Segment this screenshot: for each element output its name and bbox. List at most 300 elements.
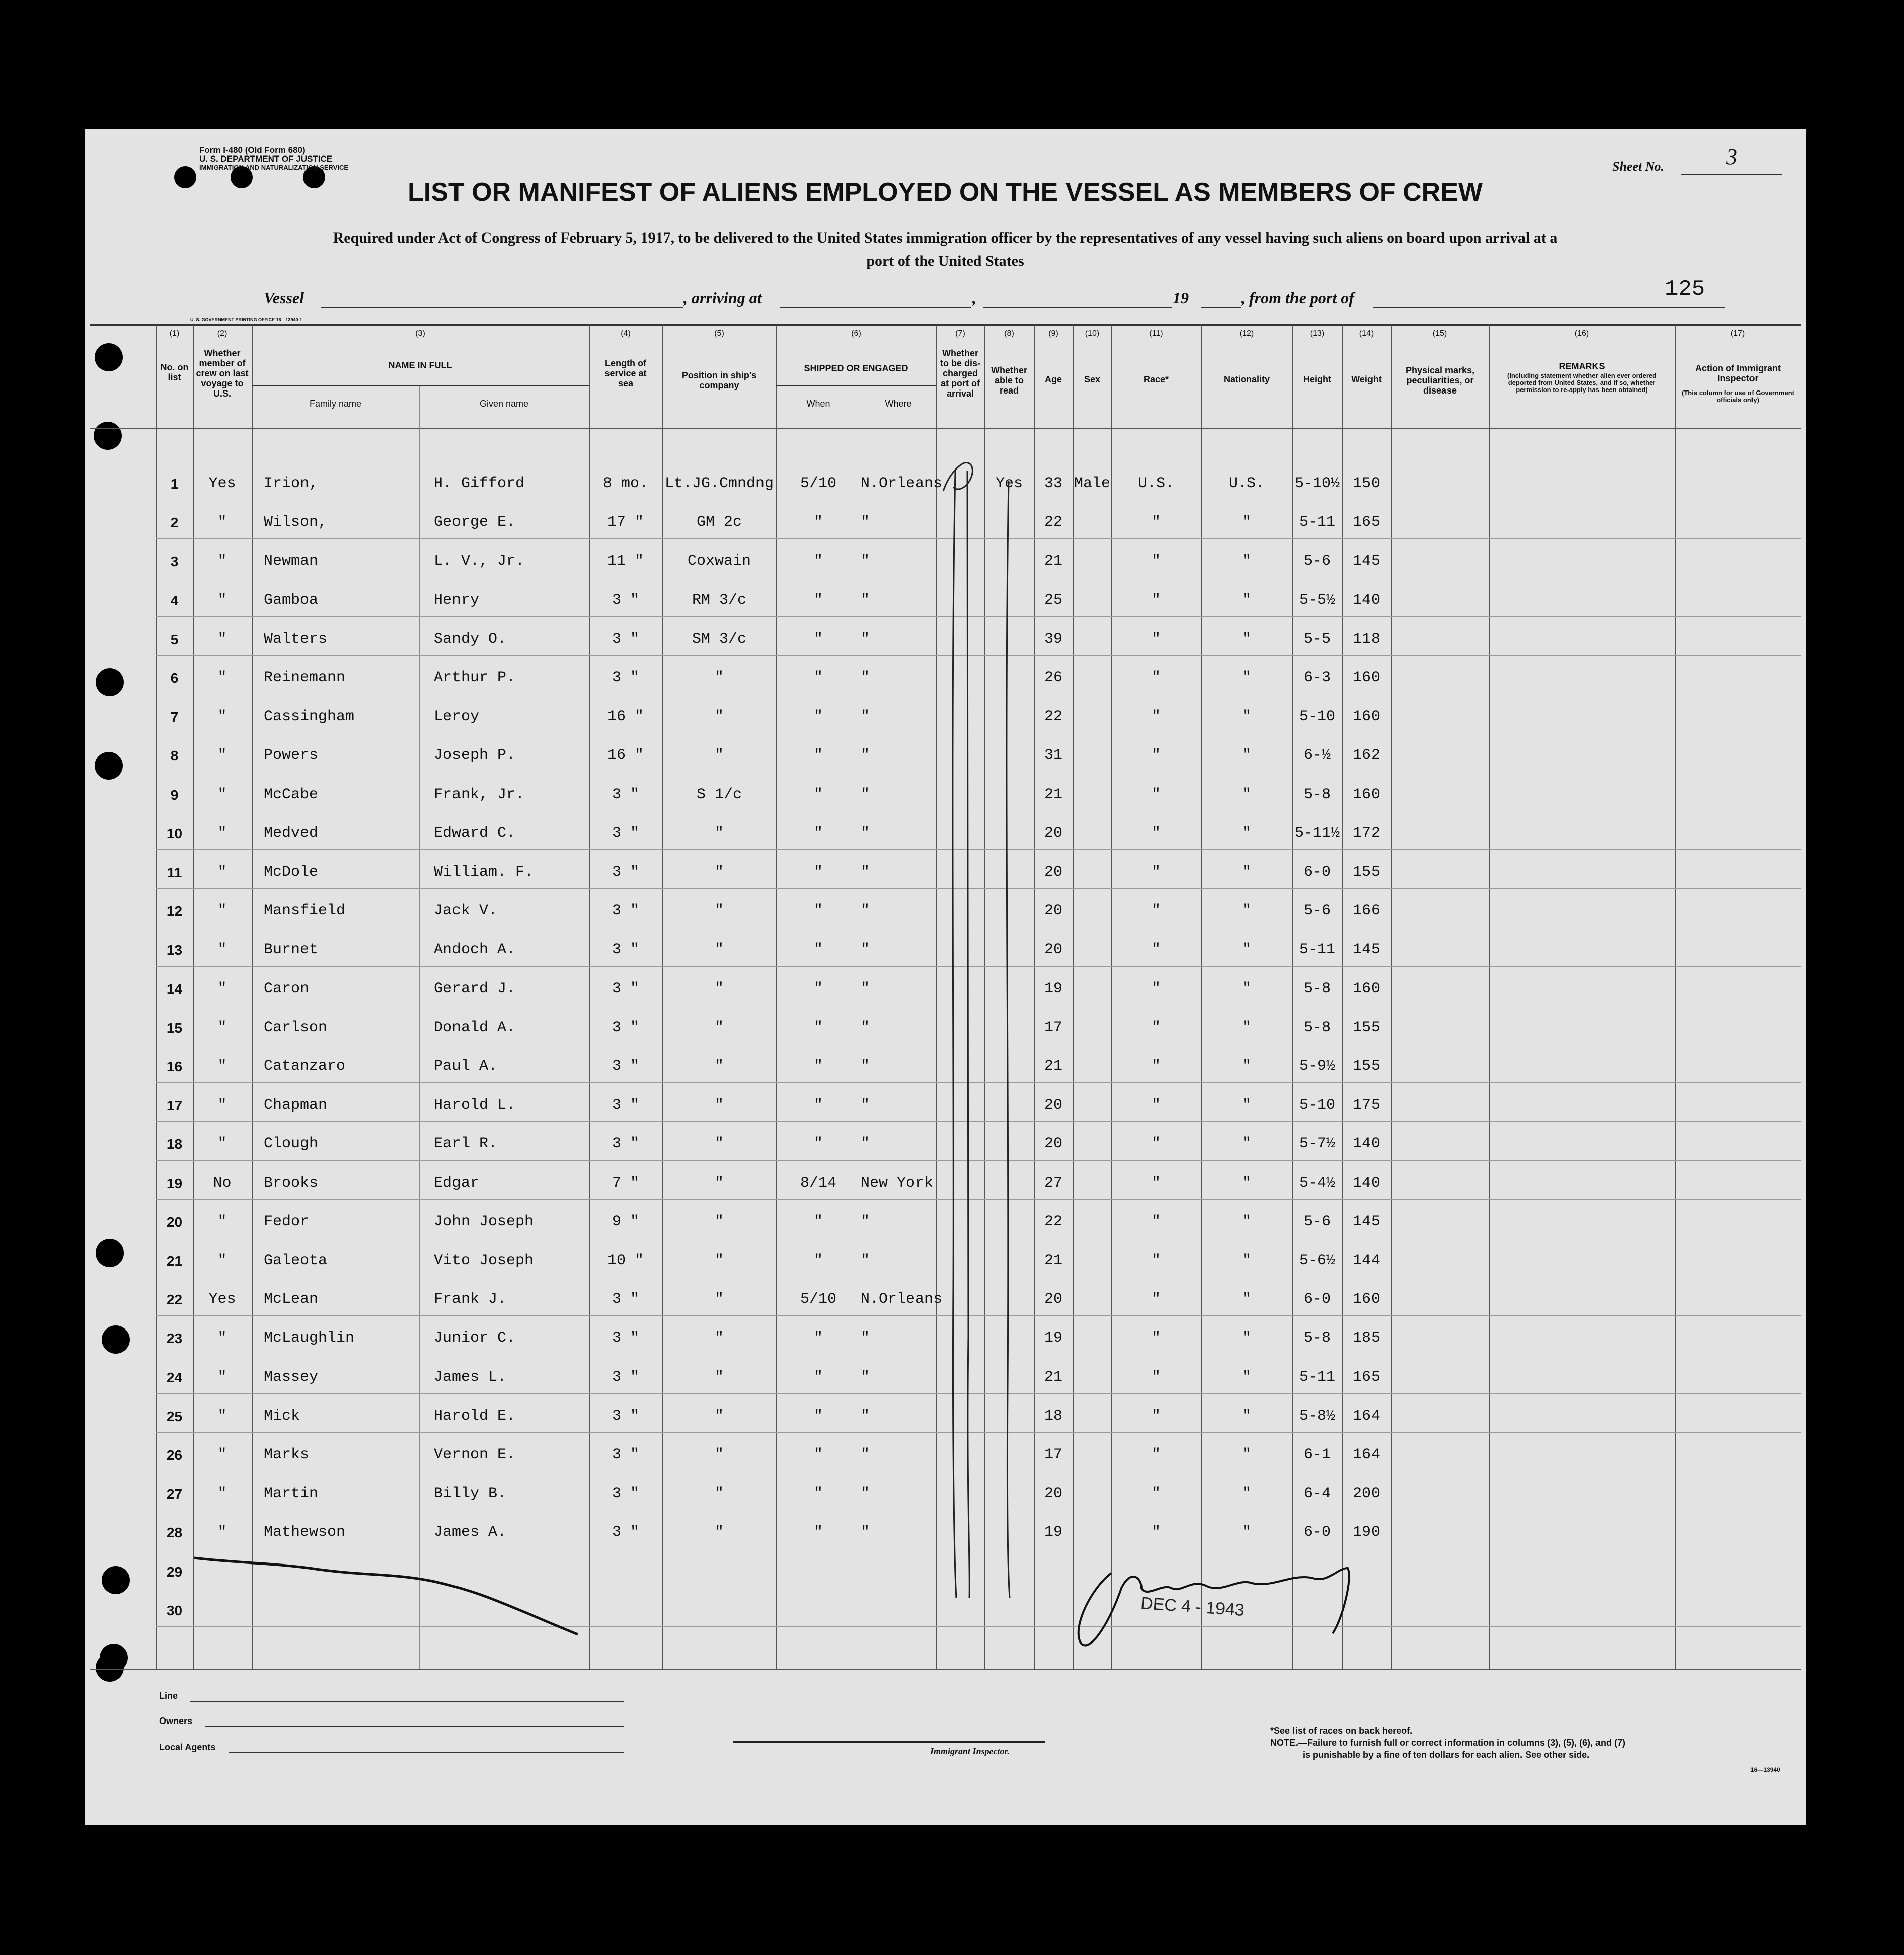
cell-sex: Male <box>1074 475 1110 492</box>
cell-given-name: Harold L. <box>434 1097 516 1114</box>
footer-agents-field <box>229 1752 624 1753</box>
cell-where: " <box>861 1446 870 1463</box>
cell-height: 5-11 <box>1299 1368 1335 1386</box>
cell-given-name: Frank, Jr. <box>434 786 525 803</box>
cell-where: " <box>861 1213 870 1230</box>
cell-weight: 145 <box>1352 941 1380 959</box>
col-head-4: Length of service at sea <box>604 358 647 388</box>
cell-height: 5-10 <box>1299 708 1335 726</box>
cell-last-voyage: " <box>217 902 227 920</box>
cell-nationality: " <box>1242 1524 1251 1541</box>
cell-weight: 185 <box>1352 1330 1380 1347</box>
cell-weight: 164 <box>1352 1446 1380 1463</box>
cell-when: " <box>813 514 823 531</box>
cell-race: " <box>1151 514 1161 531</box>
cell-height: 5-5½ <box>1299 591 1335 609</box>
cell-when: " <box>813 1019 823 1036</box>
cell-race: " <box>1151 1019 1161 1036</box>
cell-height: 5-11½ <box>1294 824 1340 842</box>
cell-service: 3 " <box>612 1097 639 1114</box>
footer-line-field <box>190 1701 624 1702</box>
cell-service: 3 " <box>612 941 639 959</box>
cell-given-name: Arthur P. <box>434 669 516 686</box>
row-number: 20 <box>166 1214 183 1230</box>
cell-position: " <box>714 1485 724 1503</box>
cell-where: " <box>861 1330 870 1347</box>
cell-last-voyage: " <box>217 786 227 803</box>
cell-where: " <box>861 669 870 686</box>
col-num-4: (4) <box>621 329 631 338</box>
cell-nationality: " <box>1242 708 1251 726</box>
cell-age: 21 <box>1044 786 1062 803</box>
row-number: 18 <box>166 1136 183 1152</box>
cell-when: " <box>813 1097 823 1114</box>
cell-when: " <box>813 902 823 920</box>
page-number: 125 <box>1665 277 1705 302</box>
cell-position: " <box>714 669 724 686</box>
row-number: 25 <box>166 1408 183 1424</box>
cell-race: " <box>1151 980 1161 997</box>
cell-when: " <box>813 1407 823 1425</box>
cell-age: 21 <box>1044 1058 1062 1075</box>
cell-race: " <box>1151 1058 1161 1075</box>
cell-race: " <box>1151 669 1161 686</box>
vertical-ditto-stroke <box>1007 481 1010 1598</box>
cell-position: " <box>714 1291 724 1308</box>
cell-race: " <box>1151 1524 1161 1541</box>
cell-family-name: Clough <box>264 1135 319 1153</box>
cell-when: " <box>813 669 823 686</box>
vessel-label: Vessel <box>264 289 304 307</box>
row-number: 19 <box>166 1175 183 1191</box>
cell-last-voyage: " <box>217 708 227 726</box>
cell-given-name: Vito Joseph <box>434 1252 534 1269</box>
cell-family-name: Reinemann <box>264 669 346 686</box>
cell-race: U.S. <box>1137 475 1174 492</box>
cell-height: 5-8 <box>1303 786 1331 803</box>
cell-age: 33 <box>1044 475 1062 492</box>
cell-family-name: Cassingham <box>264 708 355 726</box>
cell-service: 3 " <box>612 1135 639 1153</box>
cell-where: " <box>861 1252 870 1269</box>
cell-nationality: " <box>1242 630 1251 648</box>
col-head-10: Sex <box>1084 374 1101 384</box>
cell-given-name: Henry <box>434 591 480 609</box>
cell-last-voyage: " <box>217 1330 227 1347</box>
cell-last-voyage: " <box>217 1135 227 1153</box>
cell-weight: 140 <box>1352 1135 1380 1153</box>
cell-where: " <box>861 1019 870 1036</box>
cell-nationality: " <box>1242 1058 1251 1075</box>
cell-last-voyage: " <box>217 1485 227 1503</box>
cell-position: " <box>714 1368 724 1386</box>
cell-service: 3 " <box>612 1330 639 1347</box>
cell-family-name: McDole <box>264 864 319 881</box>
cell-when: 5/10 <box>800 475 836 492</box>
cell-given-name: Andoch A. <box>434 941 516 959</box>
cell-last-voyage: " <box>217 630 227 648</box>
cell-height: 5-10½ <box>1294 475 1340 492</box>
cell-nationality: " <box>1242 1485 1251 1503</box>
row-number: 27 <box>166 1486 183 1502</box>
cell-position: " <box>714 1524 724 1541</box>
year-label: 19 <box>1173 289 1189 307</box>
cell-family-name: Gamboa <box>264 591 319 609</box>
cell-height: 5-6 <box>1303 1213 1331 1230</box>
cell-nationality: " <box>1242 786 1251 803</box>
cell-height: 5-6½ <box>1299 1252 1335 1269</box>
col-head-12: Nationality <box>1223 374 1270 384</box>
cell-when: " <box>813 747 823 764</box>
cell-where: " <box>861 864 870 881</box>
cell-where: " <box>861 514 870 531</box>
cell-height: 6-½ <box>1303 747 1331 764</box>
row-number: 24 <box>166 1369 183 1385</box>
cell-when: " <box>813 786 823 803</box>
cell-family-name: Walters <box>264 630 328 648</box>
row-number: 26 <box>166 1447 183 1463</box>
col-head-7: Whether to be dis-charged at port of arrival <box>940 348 980 399</box>
department-name: U. S. DEPARTMENT OF JUSTICE <box>199 154 333 164</box>
cell-service: 3 " <box>612 1446 639 1463</box>
cell-given-name: Harold E. <box>434 1407 516 1425</box>
cell-family-name: Catanzaro <box>264 1058 346 1075</box>
cell-where: " <box>861 980 870 997</box>
races-note: *See list of races on back hereof. <box>1270 1726 1413 1736</box>
handwritten-marks <box>85 129 1806 1825</box>
cell-family-name: Galeota <box>264 1252 328 1269</box>
cell-family-name: Powers <box>264 747 319 764</box>
cell-last-voyage: " <box>217 669 227 686</box>
cell-race: " <box>1151 902 1161 920</box>
cell-service: 7 " <box>612 1174 639 1192</box>
cell-last-voyage: " <box>217 1019 227 1036</box>
cell-age: 27 <box>1044 1174 1062 1192</box>
cell-age: 20 <box>1044 1097 1062 1114</box>
cancel-stroke <box>194 1558 578 1634</box>
cell-last-voyage: Yes <box>208 1291 236 1308</box>
cell-family-name: Chapman <box>264 1097 328 1114</box>
page-subtitle-2: port of the United States <box>866 253 1024 269</box>
col-num-2: (2) <box>217 329 227 338</box>
cell-weight: 140 <box>1352 1174 1380 1192</box>
cell-given-name: John Joseph <box>434 1213 534 1230</box>
cell-when: " <box>813 553 823 570</box>
cell-weight: 155 <box>1352 1019 1380 1036</box>
form-number: Form I-480 (Old Form 680) <box>199 145 306 155</box>
row-number: 9 <box>170 787 179 803</box>
cell-last-voyage: " <box>217 824 227 842</box>
cell-given-name: Joseph P. <box>434 747 516 764</box>
cell-where: " <box>861 747 870 764</box>
row-number: 1 <box>170 476 179 492</box>
cell-age: 31 <box>1044 747 1062 764</box>
col-head-17: Action of Immigrant Inspector <box>1695 363 1781 383</box>
cell-height: 6-0 <box>1303 864 1331 881</box>
vertical-ditto-stroke <box>967 471 970 1598</box>
cell-weight: 165 <box>1352 514 1380 531</box>
col-head-16: REMARKS <box>1559 361 1605 371</box>
cell-given-name: Edgar <box>434 1174 480 1192</box>
cell-weight: 190 <box>1352 1524 1380 1541</box>
cell-age: 20 <box>1044 941 1062 959</box>
cell-height: 5-11 <box>1299 514 1335 531</box>
col-head-3-given: Given name <box>479 399 529 409</box>
cell-nationality: " <box>1242 1252 1251 1269</box>
cell-given-name: George E. <box>434 514 516 531</box>
cell-age: 22 <box>1044 708 1062 726</box>
cell-position: " <box>714 1174 724 1192</box>
col-num-13: (13) <box>1310 329 1325 338</box>
cell-nationality: " <box>1242 1291 1251 1308</box>
cell-age: 39 <box>1044 630 1062 648</box>
cell-nationality: " <box>1242 747 1251 764</box>
cell-race: " <box>1151 553 1161 570</box>
cell-race: " <box>1151 1291 1161 1308</box>
cell-race: " <box>1151 1135 1161 1153</box>
cell-position: " <box>714 1135 724 1153</box>
row-number: 11 <box>167 865 182 880</box>
row-number: 23 <box>166 1331 183 1347</box>
cell-position: " <box>714 1446 724 1463</box>
cell-nationality: " <box>1242 1135 1251 1153</box>
cell-given-name: Billy B. <box>434 1485 507 1503</box>
cell-when: " <box>813 1252 823 1269</box>
cell-family-name: Mathewson <box>264 1524 346 1541</box>
cell-weight: 166 <box>1352 902 1380 920</box>
col-head-6-when: When <box>806 399 830 409</box>
cell-race: " <box>1151 747 1161 764</box>
col-num-1: (1) <box>169 329 180 338</box>
cell-race: " <box>1151 786 1161 803</box>
check-mark <box>943 462 972 491</box>
cell-family-name: Fedor <box>264 1213 310 1230</box>
cell-height: 5-6 <box>1303 553 1331 570</box>
row-number: 28 <box>166 1525 183 1541</box>
cell-given-name: Junior C. <box>434 1330 516 1347</box>
col-head-9: Age <box>1044 374 1062 384</box>
col-head-15: Physical marks, peculiarities, or disease <box>1405 365 1475 396</box>
cell-service: 3 " <box>612 980 639 997</box>
cell-given-name: Gerard J. <box>434 980 516 997</box>
cell-race: " <box>1151 708 1161 726</box>
cell-where: " <box>861 1097 870 1114</box>
col-num-6: (6) <box>851 329 861 338</box>
col-num-11: (11) <box>1149 329 1163 338</box>
page-subtitle-1: Required under Act of Congress of February 5, 1917, to be delivered to the United States immigration officer by the representatives of any vessel having such aliens on board upon arrival at a <box>333 229 1558 246</box>
cell-given-name: James A. <box>434 1524 507 1541</box>
cell-age: 21 <box>1044 553 1062 570</box>
cell-given-name: H. Gifford <box>434 475 525 492</box>
manifest-sheet <box>85 129 1806 1825</box>
cell-nationality: " <box>1242 902 1251 920</box>
cell-service: 3 " <box>612 824 639 842</box>
cell-position: " <box>714 1407 724 1425</box>
cell-height: 5-8 <box>1303 1330 1331 1347</box>
cell-weight: 160 <box>1352 708 1380 726</box>
cell-service: 3 " <box>612 1368 639 1386</box>
cell-last-voyage: " <box>217 1524 227 1541</box>
cell-position: " <box>714 1213 724 1230</box>
cell-last-voyage: " <box>217 1368 227 1386</box>
cell-service: 9 " <box>612 1213 639 1230</box>
cell-age: 20 <box>1044 1135 1062 1153</box>
cell-where: " <box>861 786 870 803</box>
cell-last-voyage: " <box>217 747 227 764</box>
cell-height: 5-10 <box>1299 1097 1335 1114</box>
col-num-9: (9) <box>1048 329 1058 338</box>
cell-weight: 172 <box>1352 824 1380 842</box>
cell-where: " <box>861 824 870 842</box>
cell-height: 5-8 <box>1303 980 1331 997</box>
cell-when: " <box>813 1058 823 1075</box>
cell-where: " <box>861 1058 870 1075</box>
cell-where: " <box>861 1135 870 1153</box>
form-code: 16—13940 <box>1750 1766 1780 1773</box>
cell-age: 17 <box>1044 1019 1062 1036</box>
cell-family-name: Mick <box>264 1407 300 1425</box>
col-head-16-note: (Including statement whether alien ever ordered deported from United States, and if so, whether permission to re-apply has been obtained) <box>1507 372 1657 394</box>
row-number: 14 <box>166 981 183 997</box>
cell-weight: 160 <box>1352 669 1380 686</box>
cell-age: 20 <box>1044 864 1062 881</box>
cell-last-voyage: " <box>217 941 227 959</box>
col-num-5: (5) <box>714 329 724 338</box>
cell-given-name: William. F. <box>434 864 534 881</box>
cell-weight: 145 <box>1352 1213 1380 1230</box>
row-number: 16 <box>166 1059 183 1074</box>
cell-position: " <box>714 1058 724 1075</box>
cell-weight: 200 <box>1352 1485 1380 1503</box>
cell-position: " <box>714 1252 724 1269</box>
col-num-14: (14) <box>1359 329 1374 338</box>
cell-position: SM 3/c <box>692 630 747 648</box>
cell-where: N.Orleans <box>861 1291 943 1308</box>
cell-family-name: McCabe <box>264 786 319 803</box>
row-number: 21 <box>166 1253 183 1269</box>
cell-service: 3 " <box>612 902 639 920</box>
cell-last-voyage: Yes <box>208 475 236 492</box>
cell-given-name: Frank J. <box>434 1291 507 1308</box>
cell-height: 5-8 <box>1303 1019 1331 1036</box>
cell-height: 5-7½ <box>1299 1135 1335 1153</box>
cell-race: " <box>1151 1097 1161 1114</box>
cell-where: " <box>861 553 870 570</box>
cell-service: 3 " <box>612 1291 639 1308</box>
cell-when: " <box>813 1135 823 1153</box>
row-number: 6 <box>170 670 179 686</box>
cell-service: 3 " <box>612 1485 639 1503</box>
cell-age: 26 <box>1044 669 1062 686</box>
cell-when: " <box>813 591 823 609</box>
cell-age: 18 <box>1044 1407 1062 1425</box>
cell-given-name: Earl R. <box>434 1135 498 1153</box>
cell-weight: 160 <box>1352 1291 1380 1308</box>
cell-weight: 145 <box>1352 553 1380 570</box>
date-stamp: DEC 4 - 1943 <box>1139 1593 1245 1620</box>
col-num-3: (3) <box>415 329 425 338</box>
cell-nationality: " <box>1242 1097 1251 1114</box>
cell-position: " <box>714 980 724 997</box>
cell-last-voyage: " <box>217 1407 227 1425</box>
cell-service: 16 " <box>607 747 644 764</box>
cell-age: 21 <box>1044 1368 1062 1386</box>
col-head-1: No. on list <box>160 362 189 382</box>
cell-family-name: Carlson <box>264 1019 328 1036</box>
footer-owners-label: Owners <box>159 1716 193 1726</box>
cell-family-name: Burnet <box>264 941 319 959</box>
cell-height: 5-4½ <box>1299 1174 1335 1192</box>
cell-service: 3 " <box>612 630 639 648</box>
cell-weight: 155 <box>1352 864 1380 881</box>
cell-race: " <box>1151 630 1161 648</box>
row-number: 22 <box>166 1292 183 1308</box>
cell-height: 6-0 <box>1303 1524 1331 1541</box>
cell-when: " <box>813 941 823 959</box>
cell-when: 8/14 <box>800 1174 836 1192</box>
col-head-17-note: (This column for use of Government officials only) <box>1682 389 1794 404</box>
cell-family-name: Martin <box>264 1485 319 1503</box>
cell-nationality: " <box>1242 1368 1251 1386</box>
cell-family-name: McLean <box>264 1291 319 1308</box>
cell-service: 16 " <box>607 708 644 726</box>
row-number: 29 <box>166 1563 183 1580</box>
cell-service: 3 " <box>612 1407 639 1425</box>
cell-weight: 118 <box>1352 630 1380 648</box>
cell-last-voyage: No <box>213 1174 232 1192</box>
cell-height: 6-1 <box>1303 1446 1331 1463</box>
cell-where: " <box>861 1524 870 1541</box>
col-num-16: (16) <box>1574 329 1589 338</box>
row-number: 17 <box>166 1098 183 1114</box>
cell-weight: 160 <box>1352 980 1380 997</box>
cell-service: 11 " <box>607 553 644 570</box>
cell-last-voyage: " <box>217 1058 227 1075</box>
cell-age: 21 <box>1044 1252 1062 1269</box>
cell-service: 3 " <box>612 1058 639 1075</box>
cell-position: Coxwain <box>687 553 751 570</box>
col-head-3-family: Family name <box>309 399 362 409</box>
cell-given-name: Leroy <box>434 708 480 726</box>
cell-service: 8 mo. <box>602 475 648 492</box>
service-name: IMMIGRATION AND NATURALIZATION SERVICE <box>199 164 349 171</box>
cell-given-name: James L. <box>434 1368 507 1386</box>
cell-height: 5-9½ <box>1299 1058 1335 1075</box>
cell-where: " <box>861 1407 870 1425</box>
cell-when: " <box>813 824 823 842</box>
cell-service: 3 " <box>612 1019 639 1036</box>
cell-where: " <box>861 941 870 959</box>
cell-position: " <box>714 1097 724 1114</box>
cell-family-name: Mansfield <box>264 902 346 920</box>
cell-given-name: Vernon E. <box>434 1446 516 1463</box>
cell-last-voyage: " <box>217 1252 227 1269</box>
cell-age: 20 <box>1044 824 1062 842</box>
col-head-2: Whether member of crew on last voyage to U.S. <box>196 348 249 399</box>
vertical-ditto-stroke <box>953 471 956 1598</box>
cell-race: " <box>1151 1407 1161 1425</box>
cell-race: " <box>1151 1213 1161 1230</box>
cell-nationality: " <box>1242 591 1251 609</box>
cell-height: 5-11 <box>1299 941 1335 959</box>
cell-position: " <box>714 1019 724 1036</box>
row-number: 2 <box>170 515 179 531</box>
cell-when: " <box>813 708 823 726</box>
col-num-7: (7) <box>955 329 965 338</box>
cell-age: 19 <box>1044 980 1062 997</box>
cell-service: 3 " <box>612 864 639 881</box>
cell-service: 3 " <box>612 786 639 803</box>
